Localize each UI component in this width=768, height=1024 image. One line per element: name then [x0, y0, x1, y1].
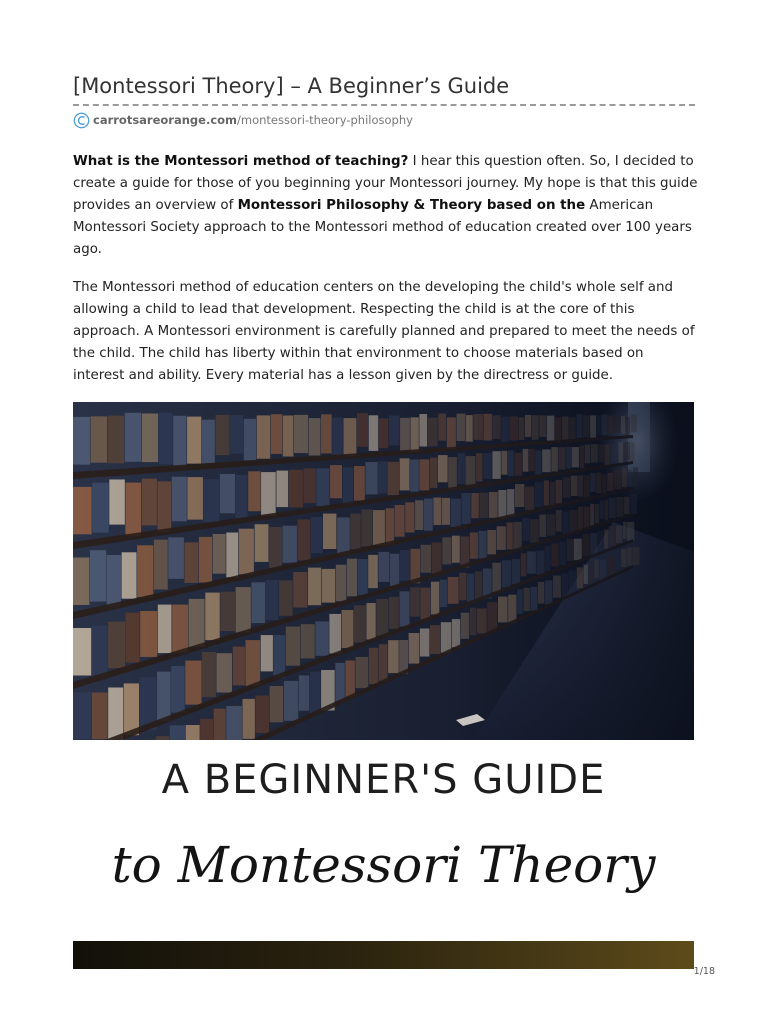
- source-domain[interactable]: carrotsareorange.com: [93, 113, 238, 127]
- source-path[interactable]: /montessori-theory-philosophy: [237, 113, 413, 127]
- method-paragraph: The Montessori method of education centers on the developing the child's whole self and allowing a child to lead that development. Respecting the child is at the core of this approach. A Montessori environment is carefully planned and prepared to meet the needs of the child. The child has liberty within that environment to choose materials based on interest and ability. Every material has a lesson given by the directress or guide.: [73, 280, 695, 383]
- site-logo-icon: [73, 112, 90, 129]
- hero-bottom-strip: [73, 941, 694, 969]
- page-number: 1/18: [693, 966, 715, 977]
- intro-bold-phrase: Montessori Philosophy & Theory based on the: [237, 198, 586, 213]
- intro-text-b: American Montessori Society approach to the Montessori method of education created over 100 years ago.: [73, 198, 692, 257]
- hero-image: [73, 402, 694, 969]
- intro-text-a: I hear this question often. So, I decided to create a guide for those of you beginning your Montessori journey. My hope is that this guide provides an overview of: [73, 154, 698, 213]
- intro-question: What is the Montessori method of teaching?: [73, 154, 409, 169]
- intro-paragraph: [73, 151, 698, 261]
- source-line[interactable]: [73, 111, 413, 129]
- hero-subheading: to Montessori Theory: [111, 836, 656, 894]
- library-bookshelves-photo: [73, 402, 694, 740]
- hero-heading: A BEGINNER'S GUIDE: [161, 757, 606, 803]
- page-title: [Montessori Theory] – A Beginner’s Guide: [73, 74, 510, 98]
- title-divider: [73, 104, 695, 106]
